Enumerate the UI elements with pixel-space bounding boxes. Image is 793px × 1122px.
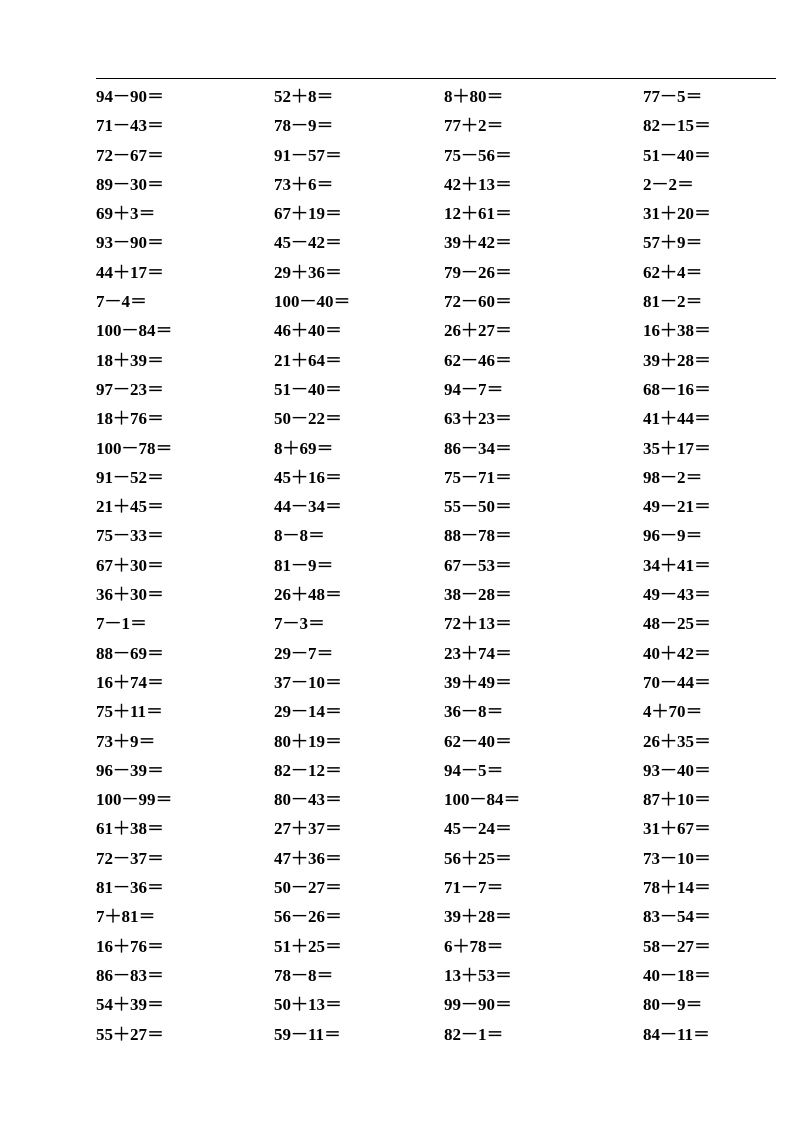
- problem-row: [96, 729, 776, 758]
- arithmetic-problem: 100－40＝: [274, 292, 351, 312]
- arithmetic-problem: 26＋48＝: [274, 585, 342, 605]
- arithmetic-problem: 55＋27＝: [96, 1024, 164, 1044]
- arithmetic-problem: 39＋49＝: [444, 672, 512, 692]
- problem-row: [96, 846, 776, 875]
- arithmetic-problem: 59－11＝: [274, 1024, 342, 1044]
- arithmetic-problem: 7－4＝: [96, 292, 147, 312]
- arithmetic-problem: 40＋42＝: [643, 643, 711, 663]
- arithmetic-problem: 68－16＝: [643, 379, 711, 399]
- arithmetic-problem: 52＋8＝: [274, 87, 334, 106]
- arithmetic-problem: 39＋42＝: [444, 233, 512, 253]
- problem-row: [96, 787, 776, 816]
- arithmetic-problem: 82－1＝: [444, 1024, 504, 1044]
- arithmetic-problem: 54＋39＝: [96, 995, 164, 1015]
- arithmetic-problem: 75－56＝: [444, 145, 512, 165]
- arithmetic-problem: 12＋61＝: [444, 204, 512, 224]
- arithmetic-problem: 26＋35＝: [643, 731, 711, 751]
- problem-row: [96, 670, 776, 699]
- problem-row: [96, 143, 776, 172]
- problem-row: [96, 963, 776, 992]
- arithmetic-problem: 73－10＝: [643, 848, 711, 868]
- arithmetic-problem: 8＋80＝: [444, 87, 504, 106]
- arithmetic-problem: 72－60＝: [444, 292, 512, 312]
- problem-row: [96, 904, 776, 933]
- arithmetic-problem: 23＋74＝: [444, 643, 512, 663]
- arithmetic-problem: 7－1＝: [96, 614, 147, 634]
- arithmetic-problem: 41＋44＝: [643, 409, 711, 429]
- arithmetic-problem: 94－7＝: [444, 379, 504, 399]
- arithmetic-problem: 45＋16＝: [274, 467, 342, 487]
- arithmetic-problem: 84－11＝: [643, 1024, 711, 1044]
- arithmetic-problem: 94－90＝: [96, 87, 164, 106]
- arithmetic-problem: 8＋69＝: [274, 438, 334, 458]
- arithmetic-problem: 78－8＝: [274, 965, 334, 985]
- problem-row: [96, 230, 776, 259]
- arithmetic-problem: 39＋28＝: [643, 350, 711, 370]
- arithmetic-problem: 45－42＝: [274, 233, 342, 253]
- arithmetic-problem: 80＋19＝: [274, 731, 342, 751]
- arithmetic-problem: 100－84＝: [444, 790, 521, 810]
- arithmetic-problem: 96－9＝: [643, 526, 703, 546]
- problem-row: [96, 436, 776, 465]
- arithmetic-problem: 36＋30＝: [96, 585, 164, 605]
- arithmetic-problem: 88－69＝: [96, 643, 164, 663]
- arithmetic-problem: 2－2＝: [643, 174, 694, 194]
- arithmetic-problem: 8－8＝: [274, 526, 325, 546]
- arithmetic-problem: 58－27＝: [643, 936, 711, 956]
- arithmetic-problem: 26＋27＝: [444, 321, 512, 341]
- arithmetic-problem: 93－40＝: [643, 760, 711, 780]
- arithmetic-problem: 86－34＝: [444, 438, 512, 458]
- arithmetic-problem: 75＋11＝: [96, 702, 164, 722]
- arithmetic-problem: 81－9＝: [274, 555, 334, 575]
- arithmetic-problem: 4＋70＝: [643, 702, 703, 722]
- arithmetic-problem: 44－34＝: [274, 497, 342, 517]
- arithmetic-problem: 31＋20＝: [643, 204, 711, 224]
- problem-row: [96, 172, 776, 201]
- arithmetic-problem: 50－27＝: [274, 878, 342, 898]
- arithmetic-problem: 96－39＝: [96, 760, 164, 780]
- arithmetic-problem: 57＋9＝: [643, 233, 703, 253]
- problem-row: [96, 494, 776, 523]
- arithmetic-problem: 89－30＝: [96, 174, 164, 194]
- arithmetic-problem: 34＋41＝: [643, 555, 711, 575]
- arithmetic-problem: 7＋81＝: [96, 907, 156, 927]
- arithmetic-problem: 69＋3＝: [96, 204, 156, 224]
- arithmetic-problem: 29－14＝: [274, 702, 342, 722]
- arithmetic-problem: 29＋36＝: [274, 262, 342, 282]
- problem-row: [96, 816, 776, 845]
- problem-row: [96, 465, 776, 494]
- problem-row: [96, 611, 776, 640]
- arithmetic-problem: 98－2＝: [643, 467, 703, 487]
- arithmetic-problem: 80－9＝: [643, 995, 703, 1015]
- arithmetic-problem: 77－5＝: [643, 87, 703, 106]
- arithmetic-problem: 18＋76＝: [96, 409, 164, 429]
- arithmetic-problem: 21＋64＝: [274, 350, 342, 370]
- problem-row: [96, 260, 776, 289]
- arithmetic-problem: 73＋9＝: [96, 731, 156, 751]
- arithmetic-problem: 93－90＝: [96, 233, 164, 253]
- problem-row: [96, 289, 776, 318]
- arithmetic-problem: 82－12＝: [274, 760, 342, 780]
- problem-row: [96, 699, 776, 728]
- arithmetic-problem: 16＋76＝: [96, 936, 164, 956]
- problem-row: [96, 758, 776, 787]
- arithmetic-problem: 78－9＝: [274, 116, 334, 136]
- problem-row: [96, 1022, 776, 1051]
- arithmetic-problem: 77＋2＝: [444, 116, 504, 136]
- arithmetic-problem: 78＋14＝: [643, 878, 711, 898]
- arithmetic-problem: 71－43＝: [96, 116, 164, 136]
- arithmetic-problem: 42＋13＝: [444, 174, 512, 194]
- problem-row: [96, 934, 776, 963]
- problem-row: [96, 377, 776, 406]
- arithmetic-problem: 75－33＝: [96, 526, 164, 546]
- arithmetic-problem: 21＋45＝: [96, 497, 164, 517]
- arithmetic-problem: 82－15＝: [643, 116, 711, 136]
- problem-row: [96, 113, 776, 142]
- arithmetic-problem: 55－50＝: [444, 497, 512, 517]
- arithmetic-problem: 79－26＝: [444, 262, 512, 282]
- arithmetic-problem: 72＋13＝: [444, 614, 512, 634]
- arithmetic-problem: 35＋17＝: [643, 438, 711, 458]
- arithmetic-problem: 46＋40＝: [274, 321, 342, 341]
- arithmetic-problem: 99－90＝: [444, 995, 512, 1015]
- arithmetic-problem: 51－40＝: [274, 379, 342, 399]
- arithmetic-problem: 62－40＝: [444, 731, 512, 751]
- top-rule-line: [96, 78, 776, 79]
- arithmetic-problem: 40－18＝: [643, 965, 711, 985]
- arithmetic-problem: 100－99＝: [96, 790, 173, 810]
- arithmetic-problem: 51＋25＝: [274, 936, 342, 956]
- arithmetic-problem: 88－78＝: [444, 526, 512, 546]
- arithmetic-problem: 48－25＝: [643, 614, 711, 634]
- problem-row: [96, 875, 776, 904]
- arithmetic-problem: 91－57＝: [274, 145, 342, 165]
- arithmetic-problem: 49－43＝: [643, 585, 711, 605]
- arithmetic-problem: 18＋39＝: [96, 350, 164, 370]
- arithmetic-problem: 71－7＝: [444, 878, 504, 898]
- arithmetic-problem: 67＋30＝: [96, 555, 164, 575]
- arithmetic-problem: 100－84＝: [96, 321, 173, 341]
- arithmetic-problem: 56－26＝: [274, 907, 342, 927]
- arithmetic-problem: 91－52＝: [96, 467, 164, 487]
- arithmetic-problem: 50＋13＝: [274, 995, 342, 1015]
- arithmetic-problem: 36－8＝: [444, 702, 504, 722]
- arithmetic-problem: 87＋10＝: [643, 790, 711, 810]
- arithmetic-problem: 31＋67＝: [643, 819, 711, 839]
- arithmetic-problem: 39＋28＝: [444, 907, 512, 927]
- arithmetic-problem: 37－10＝: [274, 672, 342, 692]
- arithmetic-problem: 6＋78＝: [444, 936, 504, 956]
- problem-row: [96, 992, 776, 1021]
- arithmetic-problem: 62－46＝: [444, 350, 512, 370]
- arithmetic-problem: 49－21＝: [643, 497, 711, 517]
- arithmetic-problem: 56＋25＝: [444, 848, 512, 868]
- arithmetic-problem: 73＋6＝: [274, 174, 334, 194]
- arithmetic-problem-grid: [96, 84, 776, 1051]
- arithmetic-problem: 70－44＝: [643, 672, 711, 692]
- problem-row: [96, 406, 776, 435]
- arithmetic-problem: 81－36＝: [96, 878, 164, 898]
- arithmetic-problem: 72－37＝: [96, 848, 164, 868]
- arithmetic-problem: 67＋19＝: [274, 204, 342, 224]
- problem-row: [96, 553, 776, 582]
- problem-row: [96, 582, 776, 611]
- arithmetic-problem: 16＋38＝: [643, 321, 711, 341]
- arithmetic-problem: 61＋38＝: [96, 819, 164, 839]
- arithmetic-problem: 86－83＝: [96, 965, 164, 985]
- arithmetic-problem: 47＋36＝: [274, 848, 342, 868]
- arithmetic-problem: 63＋23＝: [444, 409, 512, 429]
- problem-row: [96, 348, 776, 377]
- arithmetic-problem: 16＋74＝: [96, 672, 164, 692]
- arithmetic-problem: 62＋4＝: [643, 262, 703, 282]
- problem-row: [96, 523, 776, 552]
- arithmetic-problem: 83－54＝: [643, 907, 711, 927]
- arithmetic-problem: 38－28＝: [444, 585, 512, 605]
- arithmetic-problem: 13＋53＝: [444, 965, 512, 985]
- arithmetic-problem: 72－67＝: [96, 145, 164, 165]
- problem-row: [96, 318, 776, 347]
- problem-row: [96, 641, 776, 670]
- arithmetic-problem: 27＋37＝: [274, 819, 342, 839]
- arithmetic-problem: 7－3＝: [274, 614, 325, 634]
- arithmetic-problem: 80－43＝: [274, 790, 342, 810]
- problem-row: [96, 201, 776, 230]
- arithmetic-problem: 94－5＝: [444, 760, 504, 780]
- arithmetic-problem: 100－78＝: [96, 438, 173, 458]
- arithmetic-problem: 29－7＝: [274, 643, 334, 663]
- arithmetic-problem: 97－23＝: [96, 379, 164, 399]
- arithmetic-problem: 44＋17＝: [96, 262, 164, 282]
- arithmetic-problem: 81－2＝: [643, 292, 703, 312]
- arithmetic-problem: 67－53＝: [444, 555, 512, 575]
- arithmetic-problem: 75－71＝: [444, 467, 512, 487]
- arithmetic-problem: 51－40＝: [643, 145, 711, 165]
- arithmetic-problem: 45－24＝: [444, 819, 512, 839]
- problem-row: [96, 84, 776, 113]
- arithmetic-problem: 50－22＝: [274, 409, 342, 429]
